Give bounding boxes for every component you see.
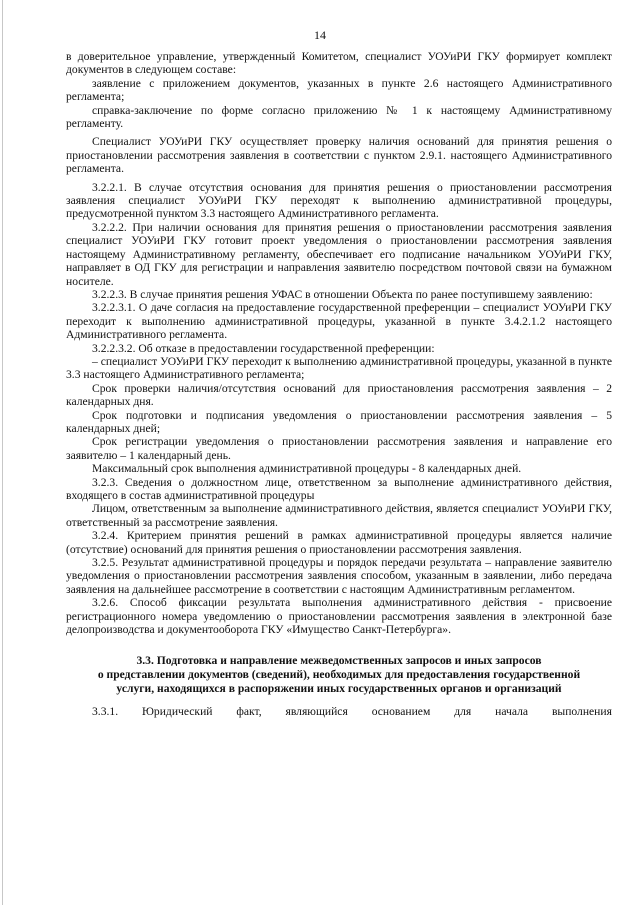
heading-line: 3.3. Подготовка и направление межведомственных запросов и иных запросов — [136, 654, 542, 668]
word: основанием — [371, 705, 431, 719]
word: факт, — [236, 705, 262, 719]
paragraph: Специалист УОУиРИ ГКУ осуществляет проверку наличия оснований для принятия решения о приостановлении рассмотрения заявления в соответствии с пунктом 2.9.1. настоящего Административного регламента. — [66, 135, 612, 176]
paragraph: заявление с приложением документов, указанных в пункте 2.6 настоящего Административного регламента; — [66, 76, 612, 104]
paragraph: 3.2.2.2. При наличии основания для принятия решения о приостановлении рассмотрения заявления специалист УОУиРИ ГКУ готовит проект уведомления о приостановлении рассмотрения заявления настоящему Административному регламенту, обеспечивает его подписание начальником УОУиРИ ГКУ, направляет в ОД ГКУ для регистрации и направления заявителю посредством почтовой связи на бумажном носителе. — [66, 220, 612, 288]
heading-line: услуги, находящихся в распоряжении иных государственных органов и организаций — [116, 681, 562, 695]
paragraph: 3.2.2.3.1. О даче согласия на предоставление государственной преференции – специалист УОУиРИ ГКУ переходит к выполнению административной процедуры, указанной в пункте 3.4.2.1.2 настоящего Административного регламента. — [66, 301, 612, 342]
word: выполнения — [551, 705, 612, 719]
document-body — [66, 50, 612, 719]
paragraph: Максимальный срок выполнения административной процедуры - 8 календарных дней. — [92, 462, 522, 476]
paragraph: 3.2.2.3.2. Об отказе в предоставлении государственной преференции: — [92, 341, 435, 355]
paragraph: Срок проверки наличия/отсутствия оснований для приостановления рассмотрения заявления – 2 календарных дня. — [66, 381, 612, 409]
paragraph: в доверительное управление, утвержденный Комитетом, специалист УОУиРИ ГКУ формирует комплект документов в следующем составе: — [66, 50, 612, 77]
paragraph: 3.2.5. Результат административной процедуры и порядок передачи результата – направление заявителю уведомления о приостановлении рассмотрения заявления способом, указанным в заявлении, либо передача заявления на дальнейшее рассмотрение в соответствии с настоящим Административным регламентом. — [66, 556, 612, 596]
page-number: 14 — [314, 28, 326, 42]
paragraph: 3.2.2.3. В случае принятия решения УФАС в отношении Объекта по ранее поступившему заявлению: — [92, 287, 593, 301]
paragraph: справка-заключение по форме согласно приложению № 1 к настоящему Административному регламенту. — [66, 103, 612, 131]
paragraph: Срок регистрации уведомления о приостановлении рассмотрения заявления и направление его заявителю – 1 календарный день. — [66, 435, 612, 462]
paragraph-3-3-1-first-line — [66, 705, 612, 718]
paragraph: Срок подготовки и подписания уведомления о приостановлении рассмотрения заявления – 5 календарных дней; — [66, 408, 612, 435]
paragraph: – специалист УОУиРИ ГКУ переходит к выполнению административной процедуры, указанной в пункте 3.3 настоящего Административного регламента; — [66, 354, 612, 382]
paragraph: 3.2.3. Сведения о должностном лице, ответственном за выполнение административного действия, входящего в состав административной процедуры — [66, 475, 612, 502]
paragraph: 3.2.4. Критерием принятия решений в рамках административной процедуры является наличие (отсутствие) оснований для принятия решения о приостановлении рассмотрения заявления. — [66, 529, 612, 556]
paragraph: 3.2.2.1. В случае отсутствия основания для принятия решения о приостановлении рассмотрения заявления специалист УОУиРИ ГКУ переходят к выполнению административной процедуры, предусмотренной пунктом 3.3 настоящего Административного регламента. — [66, 180, 612, 221]
heading-line: о представлении документов (сведений), необходимых для предоставления государственной — [97, 668, 581, 682]
section-heading — [66, 654, 612, 695]
paragraph: 3.2.6. Способ фиксации результата выполнения административного действия - присвоение регистрационного номера уведомлению о приостановлении рассмотрения заявления в электронной базе делопроизводства и документооборота ГКУ «Имущество Санкт-Петербурга». — [66, 596, 612, 637]
paragraph: Лицом, ответственным за выполнение административного действия, является специалист УОУиРИ ГКУ, ответственный за рассмотрение заявления. — [66, 502, 612, 529]
word: являющийся — [285, 705, 348, 719]
word: для — [454, 705, 472, 719]
word: Юридический — [142, 705, 213, 719]
word: 3.3.1. — [92, 705, 119, 719]
page-edge-line — [2, 0, 3, 905]
word: начала — [495, 705, 529, 719]
